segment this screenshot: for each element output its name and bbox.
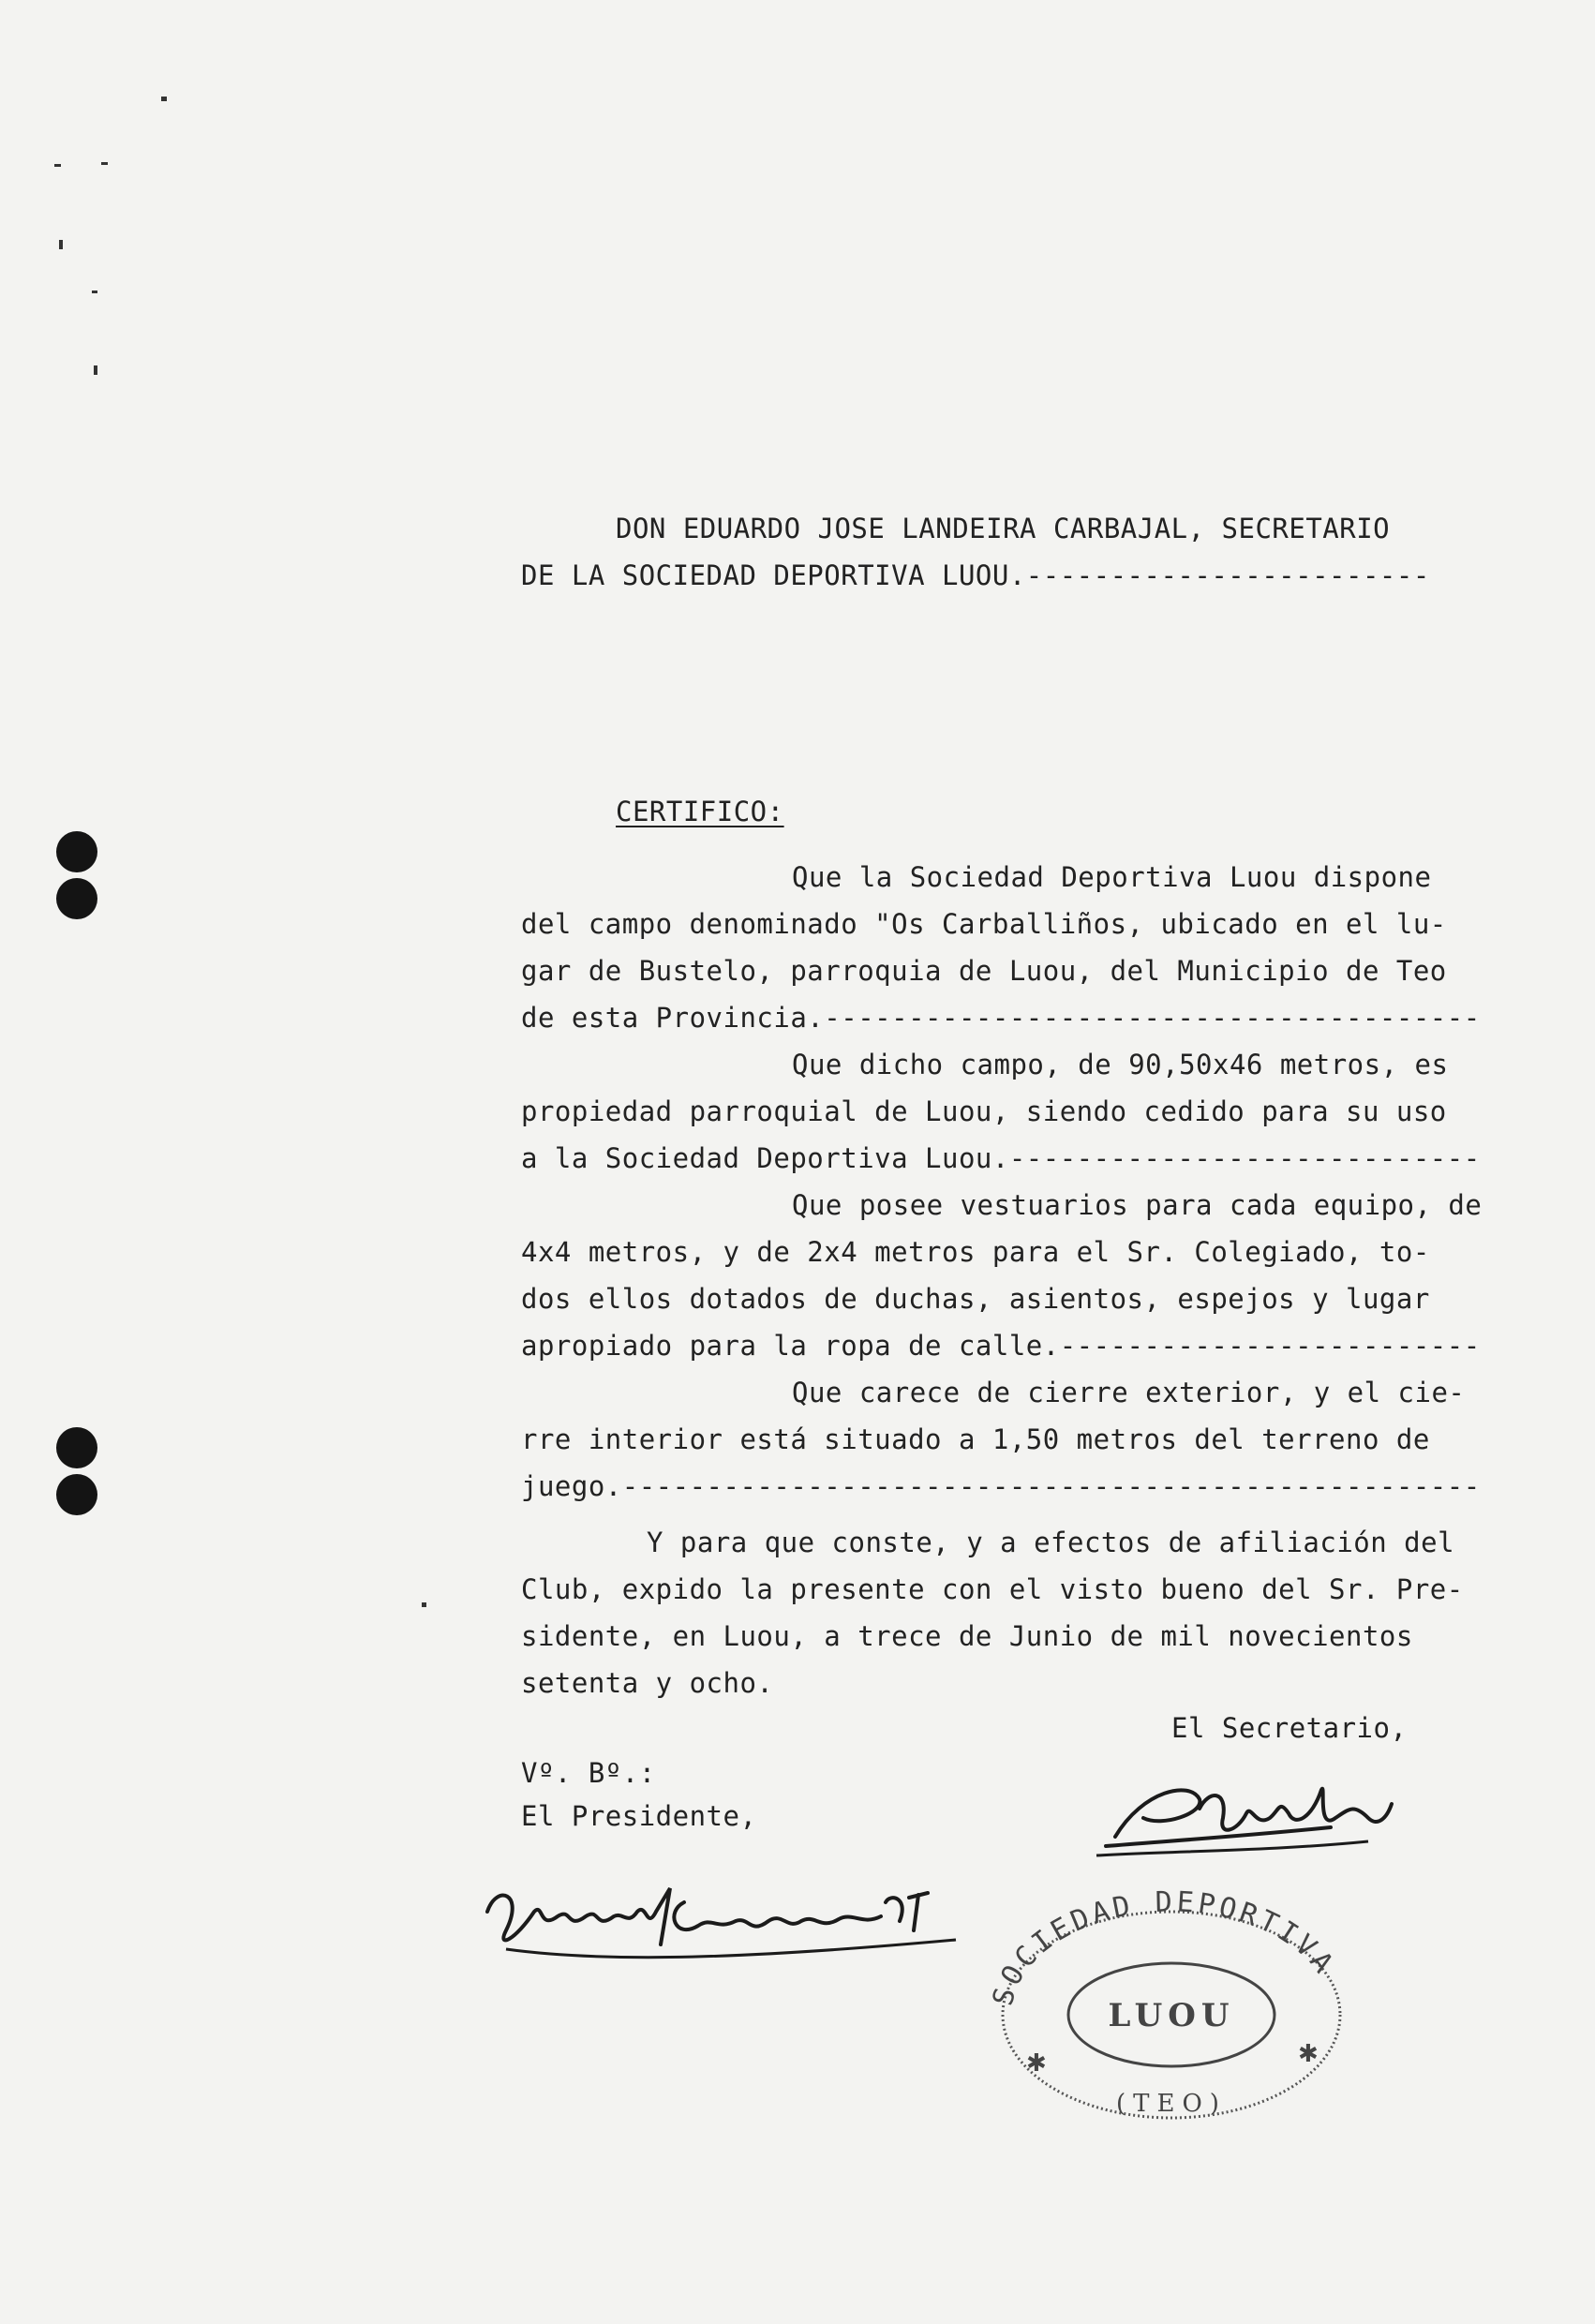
body-line-15: Y para que conste, y a efectos de afiliación del bbox=[647, 1527, 1455, 1558]
body-line-6: propiedad parroquial de Luou, siendo cedido para su uso bbox=[521, 1095, 1447, 1127]
speck bbox=[92, 290, 97, 293]
speck bbox=[422, 1602, 426, 1607]
speck bbox=[54, 164, 61, 167]
body-line-9: 4x4 metros, y de 2x4 metros para el Sr. Colegiado, to- bbox=[521, 1236, 1430, 1268]
svg-text:SOCIEDAD DEPORTIVA bbox=[987, 1885, 1342, 2009]
stamp-star-icon: ✱ bbox=[1026, 2049, 1047, 2078]
stamp-center-text: LUOU bbox=[1108, 1997, 1235, 2034]
punch-hole-1 bbox=[56, 831, 97, 872]
body-line-10: dos ellos dotados de duchas, asientos, espejos y lugar bbox=[521, 1283, 1430, 1315]
speck bbox=[101, 162, 108, 165]
body-line-3: gar de Bustelo, parroquia de Luou, del Municipio de Teo bbox=[521, 955, 1447, 987]
body-line-12: Que carece de cierre exterior, y el cie- bbox=[792, 1377, 1466, 1408]
punch-hole-4 bbox=[56, 1474, 97, 1515]
stamp-top-text: SOCIEDAD DEPORTIVA bbox=[986, 1885, 1342, 2010]
body-line-16: Club, expido la presente con el visto bueno del Sr. Pre- bbox=[521, 1573, 1464, 1605]
body-line-11: apropiado para la ropa de calle.------------------------- bbox=[521, 1330, 1481, 1362]
body-line-7: a la Sociedad Deportiva Luou.---------------------------- bbox=[521, 1142, 1481, 1174]
header-line-1: DON EDUARDO JOSE LANDEIRA CARBAJAL, SECRETARIO bbox=[616, 513, 1391, 544]
header-line-2: DE LA SOCIEDAD DEPORTIVA LUOU.------------------------ bbox=[521, 559, 1430, 591]
certifico-heading: CERTIFICO: bbox=[616, 796, 784, 827]
speck bbox=[94, 365, 97, 375]
body-line-2: del campo denominado "Os Carballiños, ubicado en el lu- bbox=[521, 908, 1447, 940]
club-stamp bbox=[975, 1884, 1368, 2127]
secretary-label: El Secretario, bbox=[1171, 1712, 1408, 1744]
punch-hole-2 bbox=[56, 878, 97, 919]
body-line-17: sidente, en Luou, a trece de Junio de mil novecientos bbox=[521, 1620, 1413, 1652]
president-label: El Presidente, bbox=[521, 1800, 757, 1832]
stamp-star-icon: ✱ bbox=[1298, 2040, 1319, 2068]
president-signature bbox=[469, 1874, 993, 1977]
vobo-label: Vº. Bº.: bbox=[521, 1757, 656, 1789]
body-line-14: juego.--------------------------------------------------- bbox=[521, 1470, 1481, 1502]
body-line-5: Que dicho campo, de 90,50x46 metros, es bbox=[792, 1049, 1449, 1080]
speck bbox=[59, 240, 63, 249]
body-line-1: Que la Sociedad Deportiva Luou dispone bbox=[792, 861, 1432, 893]
body-line-4: de esta Provincia.--------------------------------------- bbox=[521, 1002, 1481, 1034]
secretary-signature bbox=[1087, 1762, 1424, 1874]
punch-hole-3 bbox=[56, 1427, 97, 1468]
stamp-bottom-text: (TEO) bbox=[1116, 2090, 1227, 2118]
body-line-8: Que posee vestuarios para cada equipo, de bbox=[792, 1189, 1483, 1221]
body-line-18: setenta y ocho. bbox=[521, 1667, 774, 1699]
speck bbox=[161, 97, 167, 101]
body-line-13: rre interior está situado a 1,50 metros del terreno de bbox=[521, 1423, 1430, 1455]
